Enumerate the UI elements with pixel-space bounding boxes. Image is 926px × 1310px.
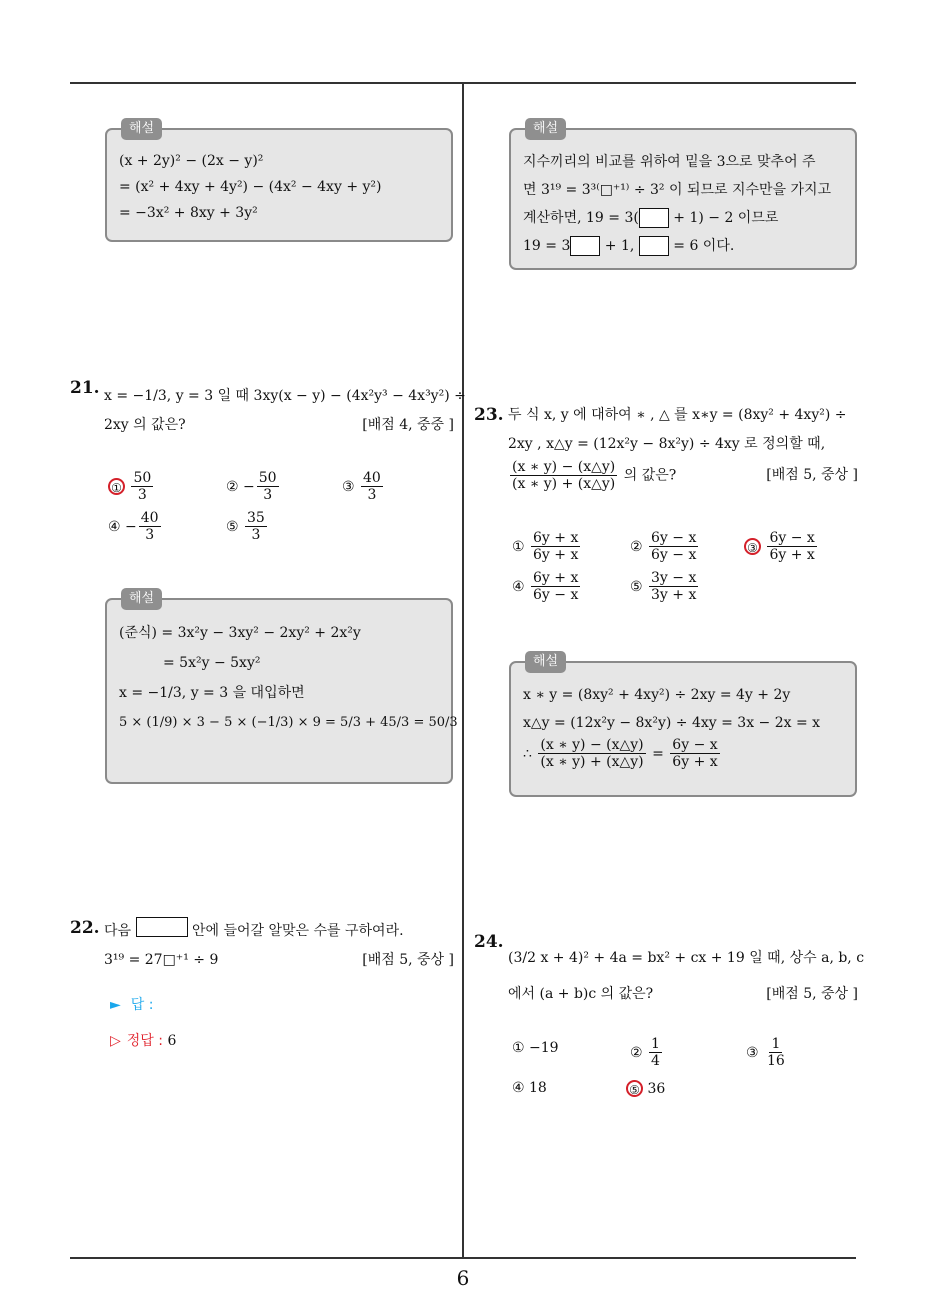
solution-tag: 해설 xyxy=(121,588,162,610)
solution-line: x△y = (12x²y − 8x²y) ÷ 4xy = 3x − 2x = x xyxy=(523,715,821,731)
solution-line: = −3x² + 8xy + 3y² xyxy=(119,205,258,221)
triangle-filled-icon: ► xyxy=(110,997,121,1013)
choice-2[interactable]: ② − $\frac{50}{3}$ xyxy=(226,470,277,503)
answer-blank xyxy=(639,236,669,256)
correct-value: 6 xyxy=(167,1033,177,1049)
selected-answer-mark: ⑤ xyxy=(626,1080,643,1097)
solution-tag: 해설 xyxy=(121,118,162,140)
question-21-text xyxy=(104,382,466,440)
choice-3[interactable]: ③ $\frac{40}{3}$ xyxy=(342,470,381,503)
solution-line: = (x² + 4xy + 4y²) − (4x² − 4xy + y²) xyxy=(119,179,382,195)
choice-1[interactable]: ① $\frac{6y + x}{6y + x}$ xyxy=(512,530,579,563)
solution-box-q20 xyxy=(105,121,453,242)
question-line: 2xy 의 값은? xyxy=(104,417,186,433)
question-line: 2xy , x△y = (12x²y − 8x²y) ÷ 4xy 로 정의할 때, xyxy=(508,436,826,452)
choice-5[interactable]: ⑤ $\frac{3y - x}{3y + x}$ xyxy=(630,570,697,603)
solution-box-q22 xyxy=(509,121,857,270)
solution-tag: 해설 xyxy=(525,118,566,140)
solution-box-q21 xyxy=(105,591,458,784)
solution-box-q23 xyxy=(509,654,857,797)
score-label: [배점 5, 중상 ] xyxy=(766,986,858,1002)
bottom-rule xyxy=(70,1257,856,1259)
question-line: x = −1/3, y = 3 일 때 3xy(x − y) − (4x²y³ − 4x³y²) ÷ xyxy=(104,388,466,404)
question-line: 두 식 x, y 에 대하여 ∗ , △ 를 x∗y = (8xy² + 4xy²) ÷ xyxy=(508,407,847,423)
score-label: [배점 5, 중상 ] xyxy=(766,467,858,483)
solution-line: x ∗ y = (8xy² + 4xy²) ÷ 2xy = 4y + 2y xyxy=(523,687,791,703)
choice-4[interactable]: ④ 18 xyxy=(512,1080,547,1096)
score-label: [배점 5, 중상 ] xyxy=(362,952,454,968)
solution-line: 계산하면, 19 = 3( + 1) − 2 이므로 xyxy=(523,210,779,226)
solution-line: x = −1/3, y = 3 을 대입하면 xyxy=(119,685,305,701)
question-number-24: 24. xyxy=(474,932,504,952)
solution-line: 19 = 3 + 1, = 6 이다. xyxy=(523,238,735,254)
page-number: 6 xyxy=(456,1266,470,1290)
question-number-21: 21. xyxy=(70,378,100,398)
solution-tag: 해설 xyxy=(525,651,566,673)
answer-blank xyxy=(570,236,600,256)
choice-3[interactable]: ③ $\frac{6y - x}{6y + x}$ xyxy=(744,530,819,563)
triangle-outline-icon: ▷ xyxy=(110,1033,121,1049)
choice-2[interactable]: ② $\frac{6y - x}{6y - x}$ xyxy=(630,530,697,563)
question-23-text: 두 식 x, y 에 대하여 ∗ , △ 를 x∗y = (8xy² + 4xy²) ÷ 2xy , x△y = (12x²y − 8x²y) ÷ 4xy 로 정의할 때, $\frac{(x ∗ y) - (x\triangle y)}{(x ∗ y) + (x\triangle y)}$ 의 값은? [배점 5, 중상 ] xyxy=(508,401,858,492)
question-line: (3/2 x + 4)² + 4a = bx² + cx + 19 일 때, 상수 a, b, c xyxy=(508,950,865,966)
solution-line: = 5x²y − 5xy² xyxy=(163,655,261,671)
solution-line: (준식) = 3x²y − 3xy² − 2xy² + 2x²y xyxy=(119,625,361,641)
answer-input-row[interactable] xyxy=(110,994,153,1014)
score-label: [배점 4, 중중 ] xyxy=(362,417,454,433)
question-number-23: 23. xyxy=(474,405,504,425)
correct-label: 정답 : xyxy=(126,1033,163,1049)
selected-answer-mark: ① xyxy=(108,478,125,495)
answer-blank xyxy=(136,917,188,937)
choice-2[interactable]: ② $\frac{1}{4}$ xyxy=(630,1036,660,1069)
question-number-22: 22. xyxy=(70,918,100,938)
solution-line: 5 × (1/9) × 3 − 5 × (−1/3) × 9 = 5/3 + 45/3 = 50/3 xyxy=(119,715,458,730)
choice-5[interactable]: ⑤ 36 xyxy=(626,1080,665,1097)
choice-5[interactable]: ⑤ $\frac{35}{3}$ xyxy=(226,510,265,543)
correct-answer-row xyxy=(110,1030,176,1050)
solution-line: 지수끼리의 비교를 위하여 밑을 3으로 맞추어 주 xyxy=(523,154,816,170)
choice-3[interactable]: ③ $\frac{1}{16}$ xyxy=(746,1036,785,1069)
solution-line: (x + 2y)² − (2x − y)² xyxy=(119,153,264,169)
answer-label: 답 : xyxy=(130,997,154,1013)
question-22-text: 다음 안에 들어갈 알맞은 수를 구하여라. 3¹⁹ = 27□⁺¹ ÷ 9 [배점 5, 중상 ] xyxy=(104,917,454,975)
selected-answer-mark: ③ xyxy=(744,538,761,555)
answer-blank xyxy=(639,208,669,228)
question-24-text xyxy=(508,940,865,1012)
solution-line: 면 3¹⁹ = 3³⁽□⁺¹⁾ ÷ 3² 이 되므로 지수만을 가지고 xyxy=(523,182,832,198)
solution-line: ∴ $\frac{(x ∗ y) - (x\triangle y)}{(x ∗ y) + (x\triangle y)}$ = $\frac{6y - x}{6y + x}$ xyxy=(523,737,718,770)
choice-4[interactable]: ④ $\frac{6y + x}{6y - x}$ xyxy=(512,570,579,603)
column-divider xyxy=(462,82,464,1258)
question-line: 에서 (a + b)c 의 값은? xyxy=(508,986,654,1002)
choice-1[interactable]: ① −19 xyxy=(512,1040,559,1056)
choice-4[interactable]: ④ − $\frac{40}{3}$ xyxy=(108,510,159,543)
question-line: 3¹⁹ = 27□⁺¹ ÷ 9 xyxy=(104,952,219,968)
choice-1[interactable]: ① $\frac{50}{3}$ xyxy=(108,470,155,503)
